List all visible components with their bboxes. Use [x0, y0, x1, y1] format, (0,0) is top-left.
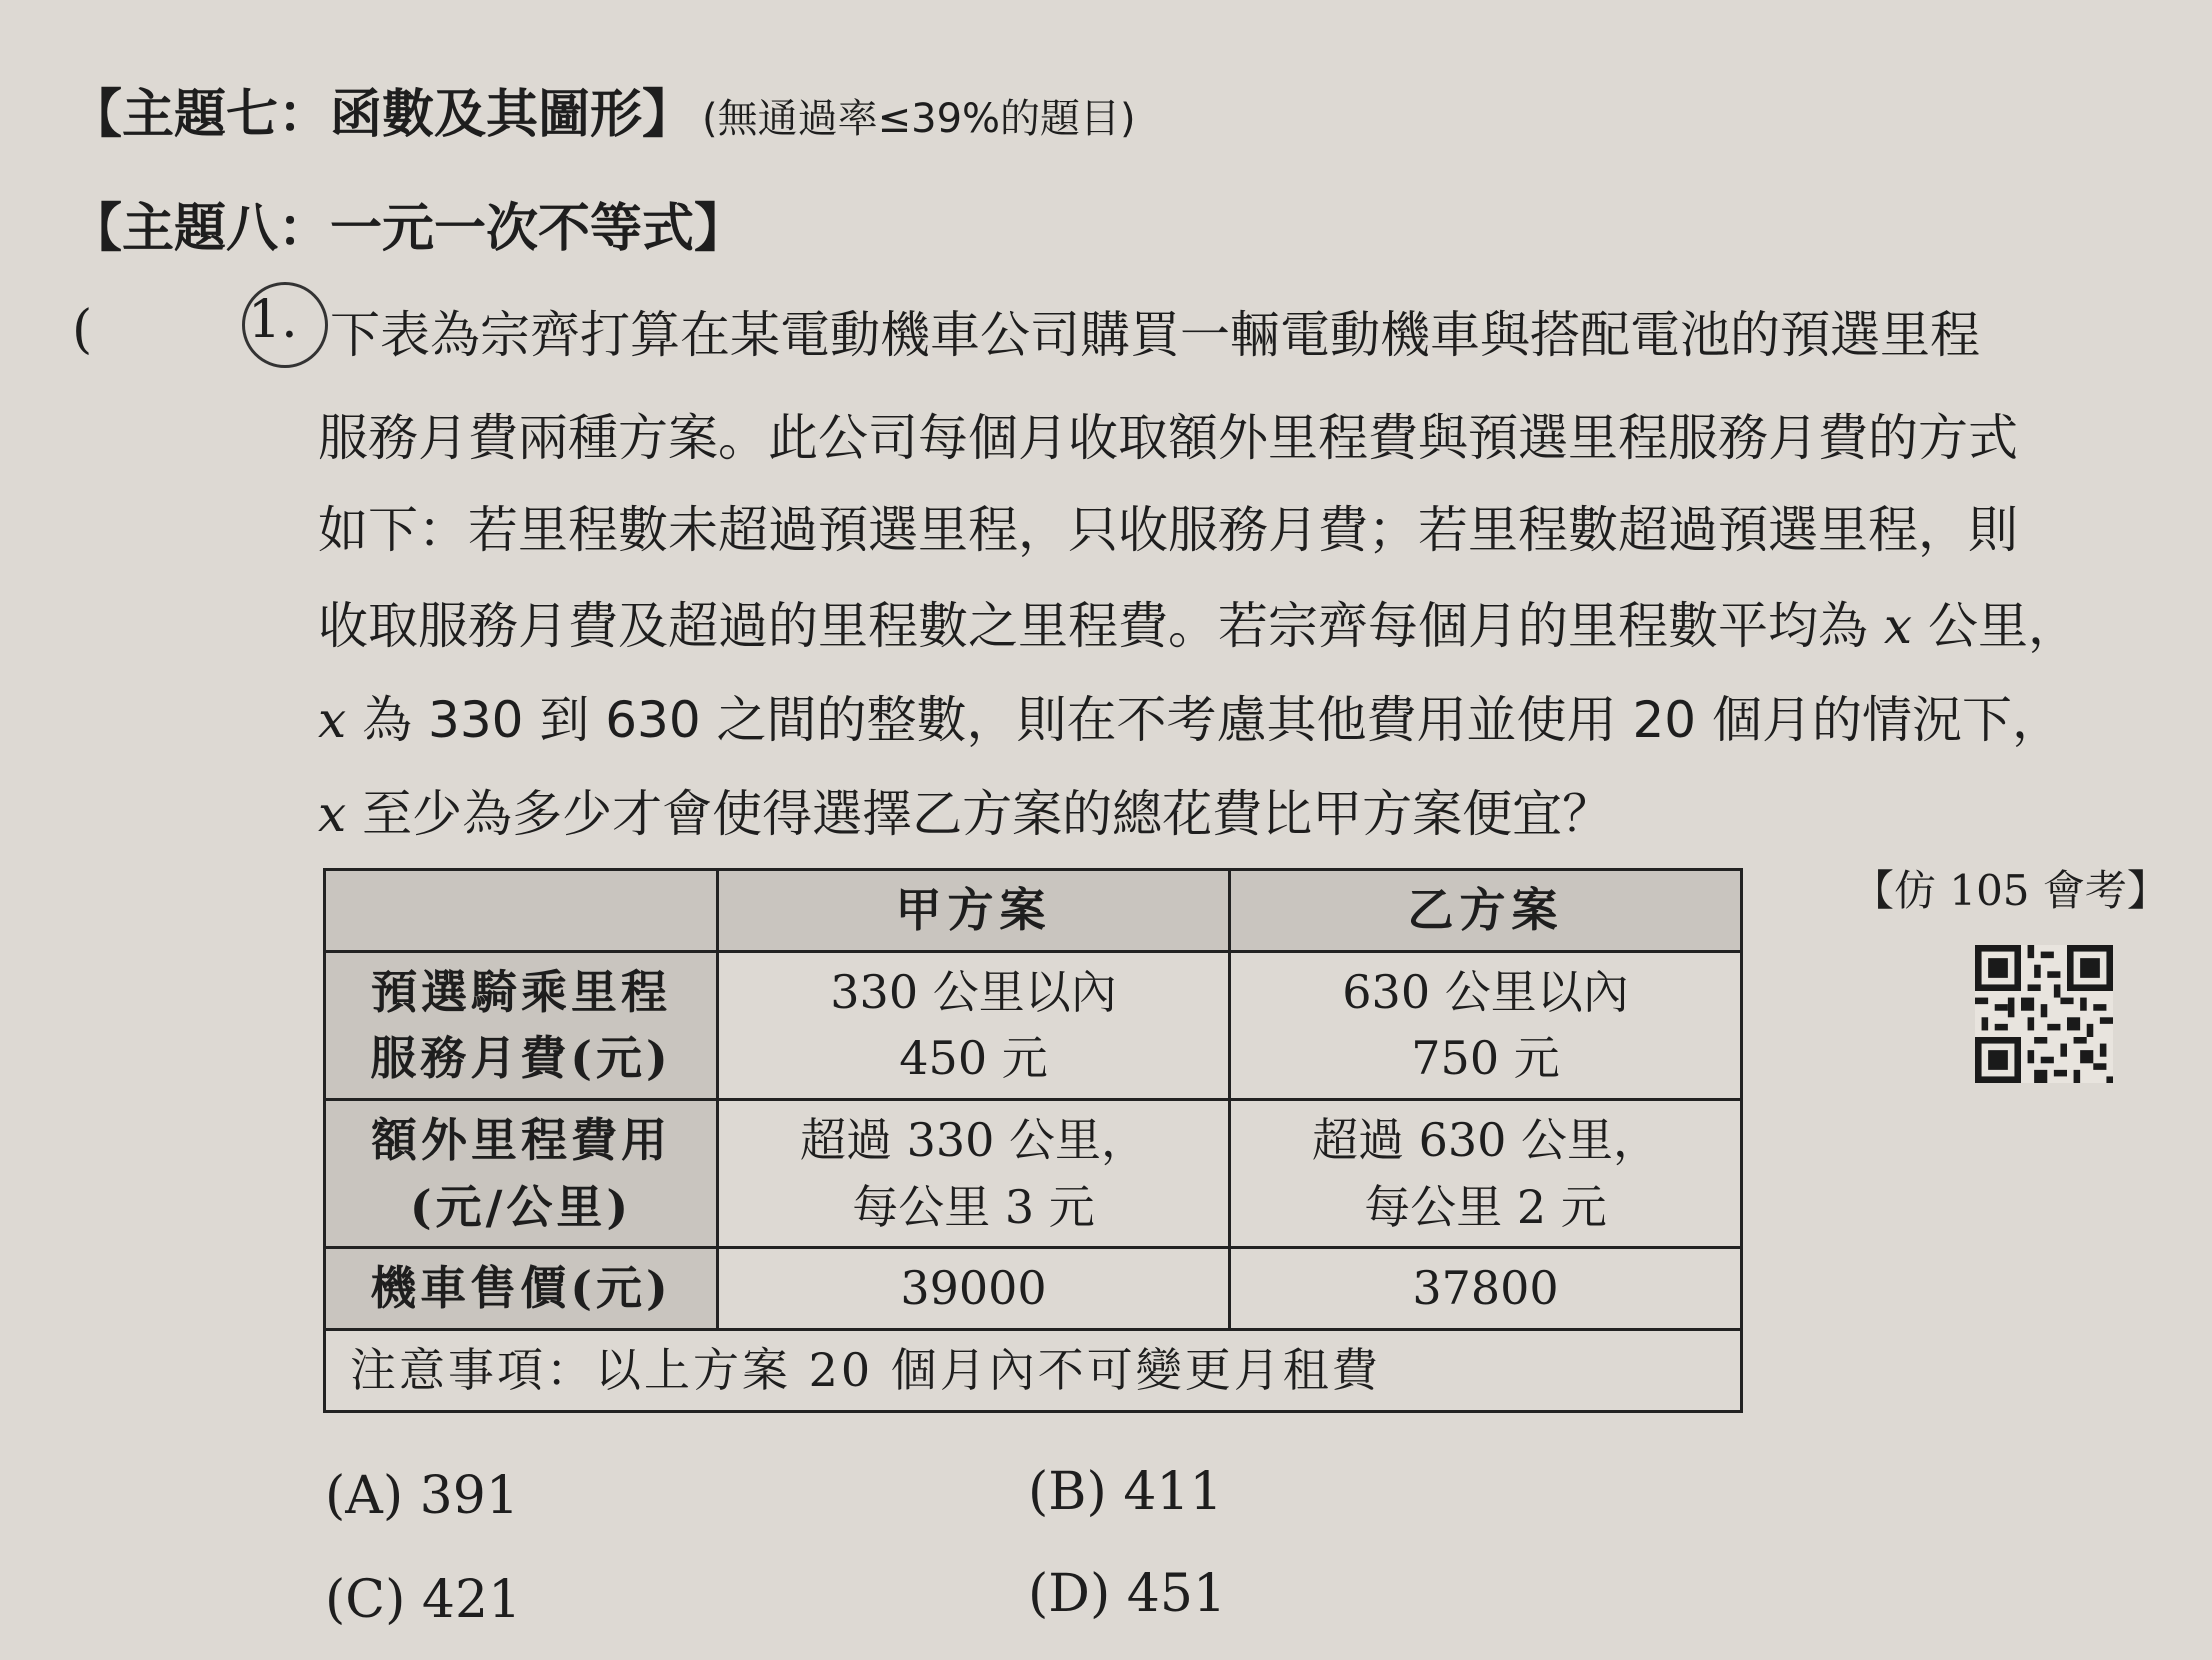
question-line-5-text: 為 330 到 630 之間的整數，則在不考慮其他費用並使用 20 個月的情況下，: [362, 691, 2062, 749]
row-label-monthly-fee: [325, 951, 718, 1099]
row-label-line: (元/公里): [409, 1179, 633, 1234]
plan-comparison-table: [323, 868, 1743, 1413]
cell-line: 超過 630 公里，: [1311, 1113, 1660, 1168]
row-label-line: 預選騎乘里程: [371, 964, 671, 1019]
question-line-4-text: 收取服務月費及超過的里程數之里程費。若宗齊每個月的里程數平均為: [318, 597, 1868, 655]
option-label: (A): [325, 1466, 404, 1526]
cell-line: 超過 330 公里，: [799, 1113, 1148, 1168]
table-header-cell: [325, 870, 718, 952]
qr-code-icon[interactable]: [1970, 945, 2118, 1083]
variable-x: x: [1883, 597, 1913, 655]
topic-seven-heading: [70, 72, 1136, 147]
plan-a-monthly-fee: [718, 951, 1230, 1099]
question-line-6: [318, 774, 1612, 846]
cell-line: 39000: [900, 1261, 1047, 1316]
option-label: (B): [1028, 1462, 1107, 1522]
cell-line: 每公里 3 元: [852, 1179, 1095, 1234]
row-label-extra-mileage: [325, 1100, 718, 1248]
plan-a-price: [718, 1248, 1230, 1330]
cell-line: 450 元: [899, 1031, 1048, 1086]
table-footnote: 注意事項：以上方案 20 個月內不可變更月租費: [325, 1330, 1742, 1412]
option-a[interactable]: [325, 1466, 519, 1526]
variable-x: x: [318, 785, 347, 843]
question-line-6-text: 至少為多少才會使得選擇乙方案的總花費比甲方案便宜？: [362, 785, 1613, 843]
option-label: (C): [325, 1570, 406, 1630]
source-tag: 【仿 105 會考】: [1852, 866, 2169, 915]
table-row: [325, 1248, 1742, 1330]
topic-eight-heading: 【主題八：一元一次不等式】: [70, 199, 747, 259]
cell-line: 630 公里以內: [1342, 964, 1629, 1019]
topic-seven-title: 【主題七：函數及其圖形】: [70, 85, 695, 145]
cell-line: 330 公里以內: [830, 964, 1117, 1019]
option-value: 451: [1126, 1564, 1227, 1624]
option-d[interactable]: [1028, 1564, 1226, 1624]
plan-b-header: 乙方案: [1230, 870, 1742, 952]
option-value: 411: [1123, 1462, 1223, 1522]
option-c[interactable]: [325, 1570, 521, 1630]
row-label-price: [325, 1248, 718, 1330]
cell-line: 每公里 2 元: [1364, 1179, 1607, 1234]
table-row: [325, 1100, 1742, 1248]
option-b[interactable]: [1028, 1462, 1223, 1522]
table-row: [325, 951, 1742, 1099]
variable-x: x: [318, 691, 347, 749]
option-value: 421: [421, 1570, 522, 1630]
plan-b-monthly-fee: [1230, 951, 1742, 1099]
question-line-3: 如下：若里程數未超過預選里程，只收服務月費；若里程數超過預選里程，則: [318, 501, 2018, 559]
question-line-5: [318, 680, 2062, 752]
answer-parenthesis: (: [72, 300, 93, 360]
topic-seven-note: (無通過率≤39%的題目): [702, 96, 1136, 142]
plan-b-price: [1230, 1248, 1742, 1330]
row-label-line: 機車售價(元): [370, 1261, 672, 1316]
question-line-4: [318, 586, 2078, 658]
plan-a-extra-mileage: [718, 1100, 1230, 1248]
plan-a-header: 甲方案: [718, 870, 1230, 952]
question-line-2: 服務月費兩種方案。此公司每個月收取額外里程費與預選里程服務月費的方式: [318, 409, 2018, 467]
cell-line: 37800: [1412, 1261, 1559, 1316]
plan-b-extra-mileage: [1230, 1100, 1742, 1248]
option-value: 391: [419, 1466, 519, 1526]
question-line-1: 下表為宗齊打算在某電動機車公司購買一輛電動機車與搭配電池的預選里程: [330, 306, 1980, 364]
option-label: (D): [1028, 1564, 1111, 1624]
row-label-line: 額外里程費用: [371, 1113, 671, 1168]
cell-line: 750 元: [1411, 1031, 1560, 1086]
row-label-line: 服務月費(元): [370, 1031, 672, 1086]
question-number: 1.: [248, 290, 298, 350]
table-footnote-row: [325, 1330, 1742, 1412]
table-header-row: [325, 870, 1742, 952]
question-line-4-tail: 公里，: [1928, 597, 2079, 655]
